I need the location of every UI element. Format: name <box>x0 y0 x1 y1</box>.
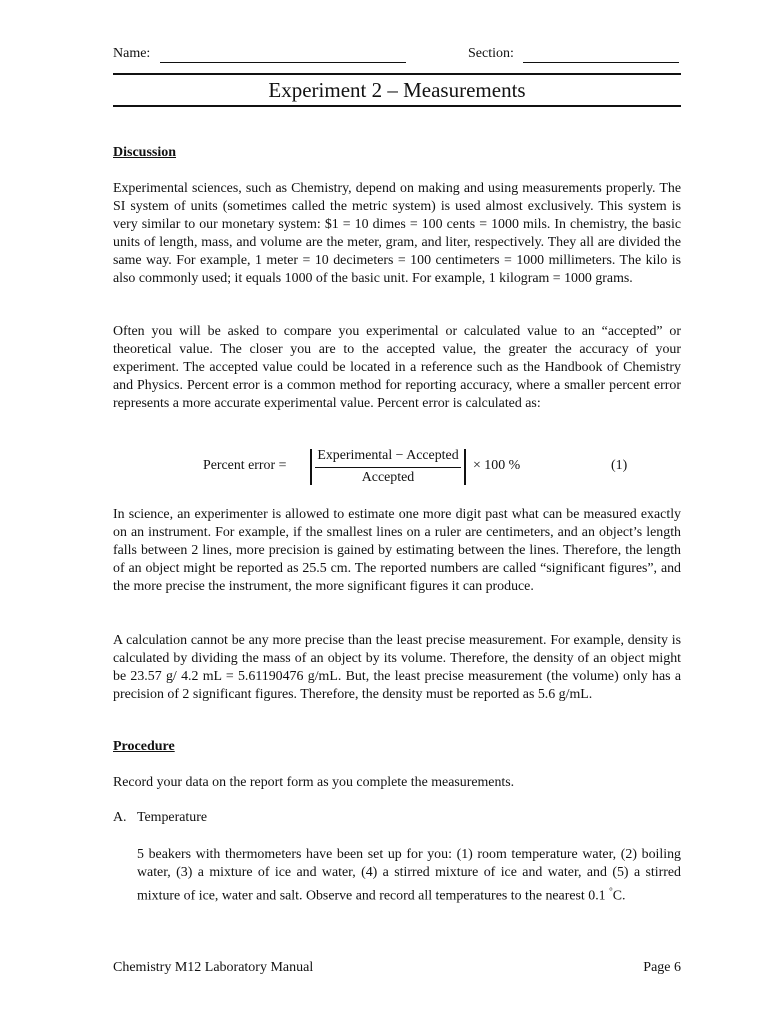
section-blank-line <box>523 62 679 63</box>
footer-manual-title: Chemistry M12 Laboratory Manual <box>113 960 314 975</box>
title-rule-bottom <box>113 105 681 107</box>
fraction-line <box>315 467 461 468</box>
percent-error-formula <box>113 446 681 490</box>
procedure-intro: Record your data on the report form as you complete the measurements. <box>113 775 515 790</box>
header-fields <box>113 46 681 68</box>
discussion-paragraph-4: A calculation cannot be any more precise than the least precise measurement. For example, density is calculated by dividing the mass of an object by its volume. Therefore, the density of an object might be 23.57 g/ 4.2 mL = 5.61190476 g/mL. But, the least precise measurement (the volume) only has a precision of 2 significant figures. Therefore, the density must be reported as 5.6 g/mL. <box>113 633 681 702</box>
title-rule-top <box>113 73 681 75</box>
temperature-text: 5 beakers with thermometers have been set up for you: (1) room temperature water, (2) boiling water, (3) a mixture of ice and water, (4) a stirred mixture of ice and water, and (5) a stirred mixture of ice, water and salt. Observe and record all temperatures to the nearest 0.1 <box>137 847 681 904</box>
page-title: Experiment 2 – Measurements <box>268 78 526 102</box>
footer-page-number: Page 6 <box>643 960 681 975</box>
formula-label: Percent error = <box>203 458 287 473</box>
formula-multiplier: × 100 % <box>473 458 521 473</box>
equation-number: (1) <box>611 458 628 473</box>
formula-denominator: Accepted <box>361 470 415 485</box>
list-item-marker: A. <box>113 810 127 825</box>
abs-bar-left <box>310 449 312 485</box>
abs-bar-right <box>464 449 466 485</box>
discussion-heading: Discussion <box>113 145 177 160</box>
discussion-paragraph-1: Experimental sciences, such as Chemistry, depend on making and using measurements properly. The SI system of units (sometimes called the metric system) is used almost exclusively. This system is very similar to our monetary system: $1 = 10 dimes = 100 cents = 1000 mils. In chemistry, the basic units of length, mass, and volume are the meter, gram, and liter, respectively. They all are divided the same way. For example, 1 meter = 10 decimeters = 100 centimeters = 1000 millimeters. The kilo is also commonly used; it equals 1000 of the basic unit. For example, 1 kilogram = 1000 grams. <box>113 181 681 286</box>
name-label: Name: <box>113 46 151 61</box>
celsius-unit: C. <box>612 888 626 904</box>
list-item-title: Temperature <box>137 810 207 825</box>
discussion-paragraph-2: Often you will be asked to compare you experimental or calculated value to an “accepted” or theoretical value. The closer you are to the accepted value, the greater the accuracy of your experiment. The accepted value could be located in a reference such as the Handbook of Chemistry and Physics. Percent error is a common method for reporting accuracy, where a smaller percent error represents a more accurate experimental value. Percent error is calculated as: <box>113 324 681 411</box>
name-blank-line <box>160 62 406 63</box>
degree-symbol: ° <box>609 886 613 896</box>
section-label: Section: <box>468 46 514 61</box>
formula-numerator: Experimental − Accepted <box>317 448 459 463</box>
temperature-instructions <box>137 846 681 906</box>
procedure-heading: Procedure <box>113 739 175 754</box>
discussion-paragraph-3: In science, an experimenter is allowed to estimate one more digit past what can be measured exactly on an instrument. For example, if the smallest lines on a ruler are centimeters, and an object’s length falls between 2 lines, more precision is gained by estimating between the lines. Therefore, the length of an object might be reported as 25.5 cm. The reported numbers are called “significant figures”, and the more precise the instrument, the more significant figures it can produce. <box>113 507 681 594</box>
